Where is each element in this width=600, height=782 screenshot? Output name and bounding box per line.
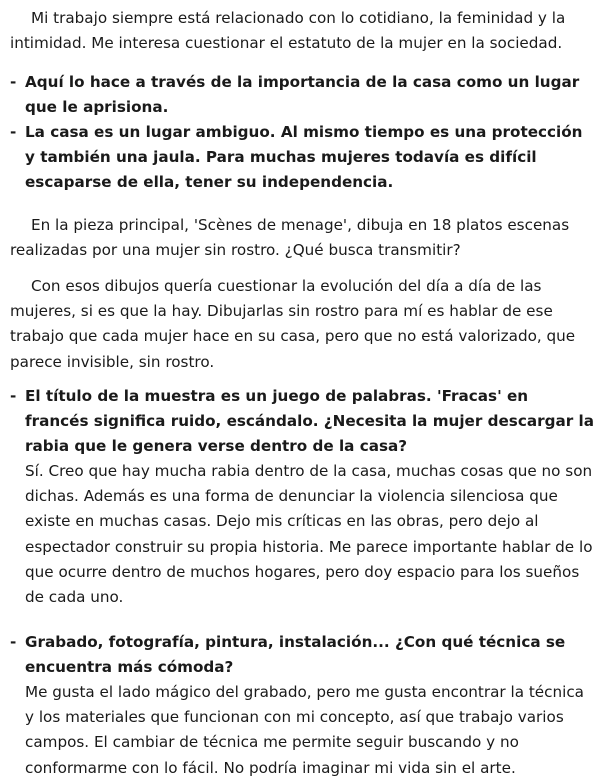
bullet-dash: - (10, 73, 17, 91)
question-4-text: Grabado, fotografía, pintura, instalación... ¿Con qué técnica se encuentra más cómoda? (25, 633, 566, 677)
question-1-text: Aquí lo hace a través de la importancia de la casa como un lugar que le aprisiona. (25, 73, 580, 117)
question-3 (10, 384, 594, 460)
answer-4: Me gusta el lado mágico del grabado, pero me gusta encontrar la técnica y los materiales que funcionan con mi concepto, así que trabajo varios campos. El cambiar de técnica me permite seguir buscando y no conformarme con lo fácil. No podría imaginar mi vida sin el arte. (25, 683, 584, 777)
question-1 (10, 70, 594, 120)
question-3-text: El título de la muestra es un juego de palabras. 'Fracas' en francés significa ruido, escándalo. ¿Necesita la mujer descargar la rabia que le genera verse dentro de la casa? (25, 387, 594, 456)
intro-paragraph: Mi trabajo siempre está relacionado con lo cotidiano, la feminidad y la intimidad. Me interesa cuestionar el estatuto de la mujer en la sociedad. (10, 9, 566, 53)
bullet-dash: - (10, 123, 17, 141)
question-4 (10, 630, 594, 680)
question-2-text: La casa es un lugar ambiguo. Al mismo tiempo es una protección y también una jaula. Para muchas mujeres todavía es difícil escaparse de ella, tener su independencia. (25, 123, 583, 192)
paragraph-drawings: Con esos dibujos quería cuestionar la evolución del día a día de las mujeres, si es que la hay. Dibujarlas sin rostro para mí es hablar de ese trabajo que cada mujer hace en su casa, pero que no está valorizado, que parece invisible, sin rostro. (10, 277, 576, 371)
answer-3: Sí. Creo que hay mucha rabia dentro de la casa, muchas cosas que no son dichas. Además es una forma de denunciar la violencia silenciosa que existe en muchas casas. Dejo mis críticas en las obras, pero dejo al espectador construir su propia historia. Me parece importante hablar de lo que ocurre dentro de muchos hogares, pero doy espacio para los sueños de cada uno. (25, 462, 593, 607)
paragraph-scenes: En la pieza principal, 'Scènes de menage', dibuja en 18 platos escenas realizadas por una mujer sin rostro. ¿Qué busca transmitir? (10, 216, 570, 260)
bullet-dash: - (10, 387, 17, 405)
bullet-dash: - (10, 633, 17, 651)
question-2 (10, 120, 594, 196)
